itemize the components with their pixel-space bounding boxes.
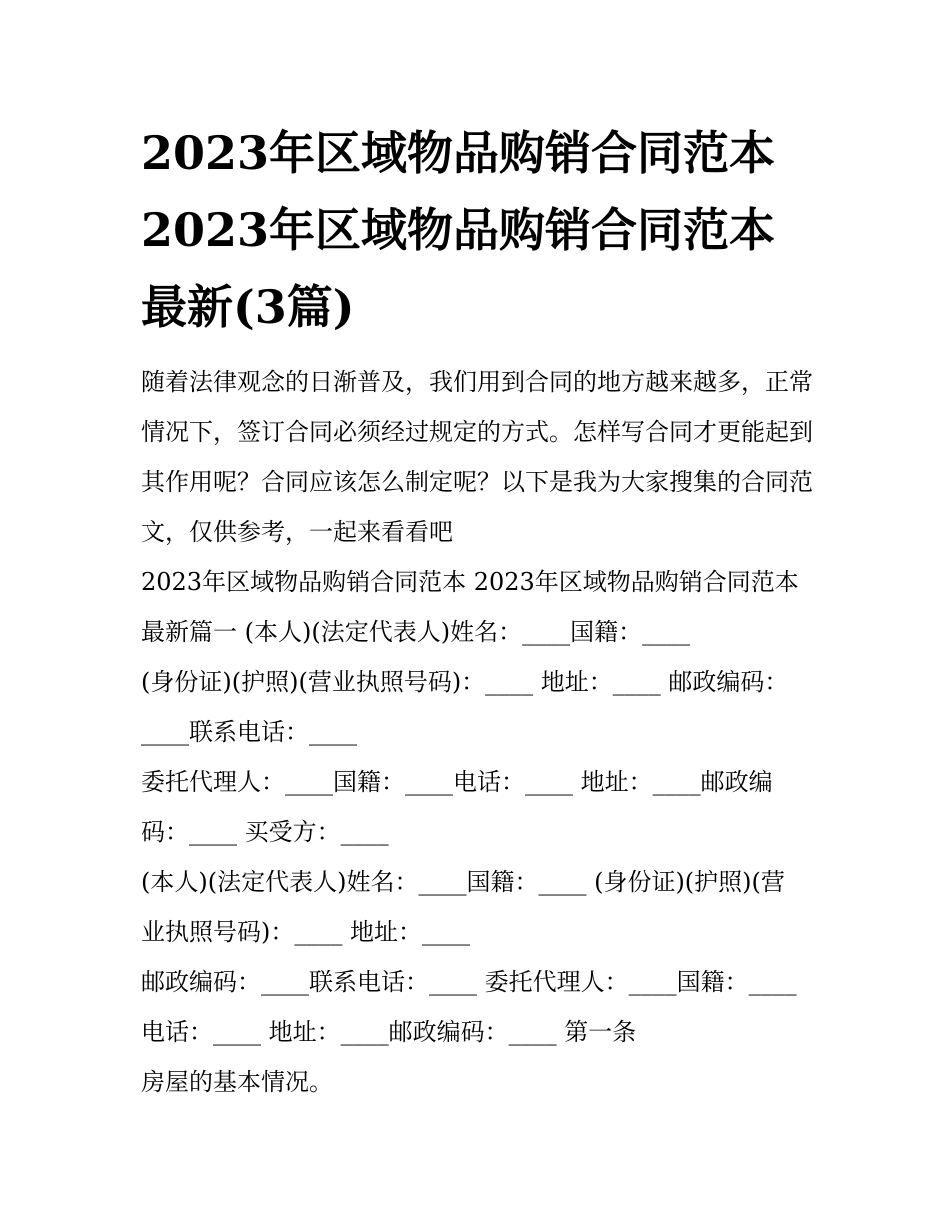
- body-line: (本人)(法定代表人)姓名：____国籍：____ (身份证)(护照)(营: [141, 868, 785, 896]
- body-line: 电话：____ 地址：____邮政编码：____ 第一条: [141, 1018, 637, 1046]
- body-line: 2023年区域物品购销合同范本 2023年区域物品购销合同范本: [141, 568, 799, 596]
- body-line: 委托代理人：____国籍：____电话：____ 地址：____邮政编: [141, 768, 773, 796]
- body-line: 业执照号码)：____ 地址：____: [141, 918, 470, 946]
- body-line: 码：____ 买受方：____: [141, 818, 389, 846]
- document-title: [141, 115, 813, 346]
- body-line: 房屋的基本情况。: [141, 1068, 333, 1096]
- document-page: [141, 115, 813, 1107]
- intro-paragraph: 随着法律观念的日渐普及，我们用到合同的地方越来越多，正常情况下，签订合同必须经过规定的方式。怎样写合同才更能起到其作用呢？合同应该怎么制定呢？以下是我为大家搜集的合同范文，仅供参考，一起来看看吧: [141, 368, 813, 546]
- contract-body: [141, 557, 813, 1107]
- body-line: 最新篇一 (本人)(法定代表人)姓名：____国籍：____: [141, 618, 691, 646]
- body-line: (身份证)(护照)(营业执照号码)：____ 地址：____ 邮政编码：: [141, 668, 789, 696]
- body-line: 邮政编码：____联系电话：____ 委托代理人：____国籍：____: [141, 968, 797, 996]
- title-line: 最新(3篇): [141, 280, 355, 334]
- title-line: 2023年区域物品购销合同范本: [141, 203, 776, 257]
- body-line: ____联系电话：____: [141, 718, 357, 746]
- title-line: 2023年区域物品购销合同范本: [141, 126, 776, 180]
